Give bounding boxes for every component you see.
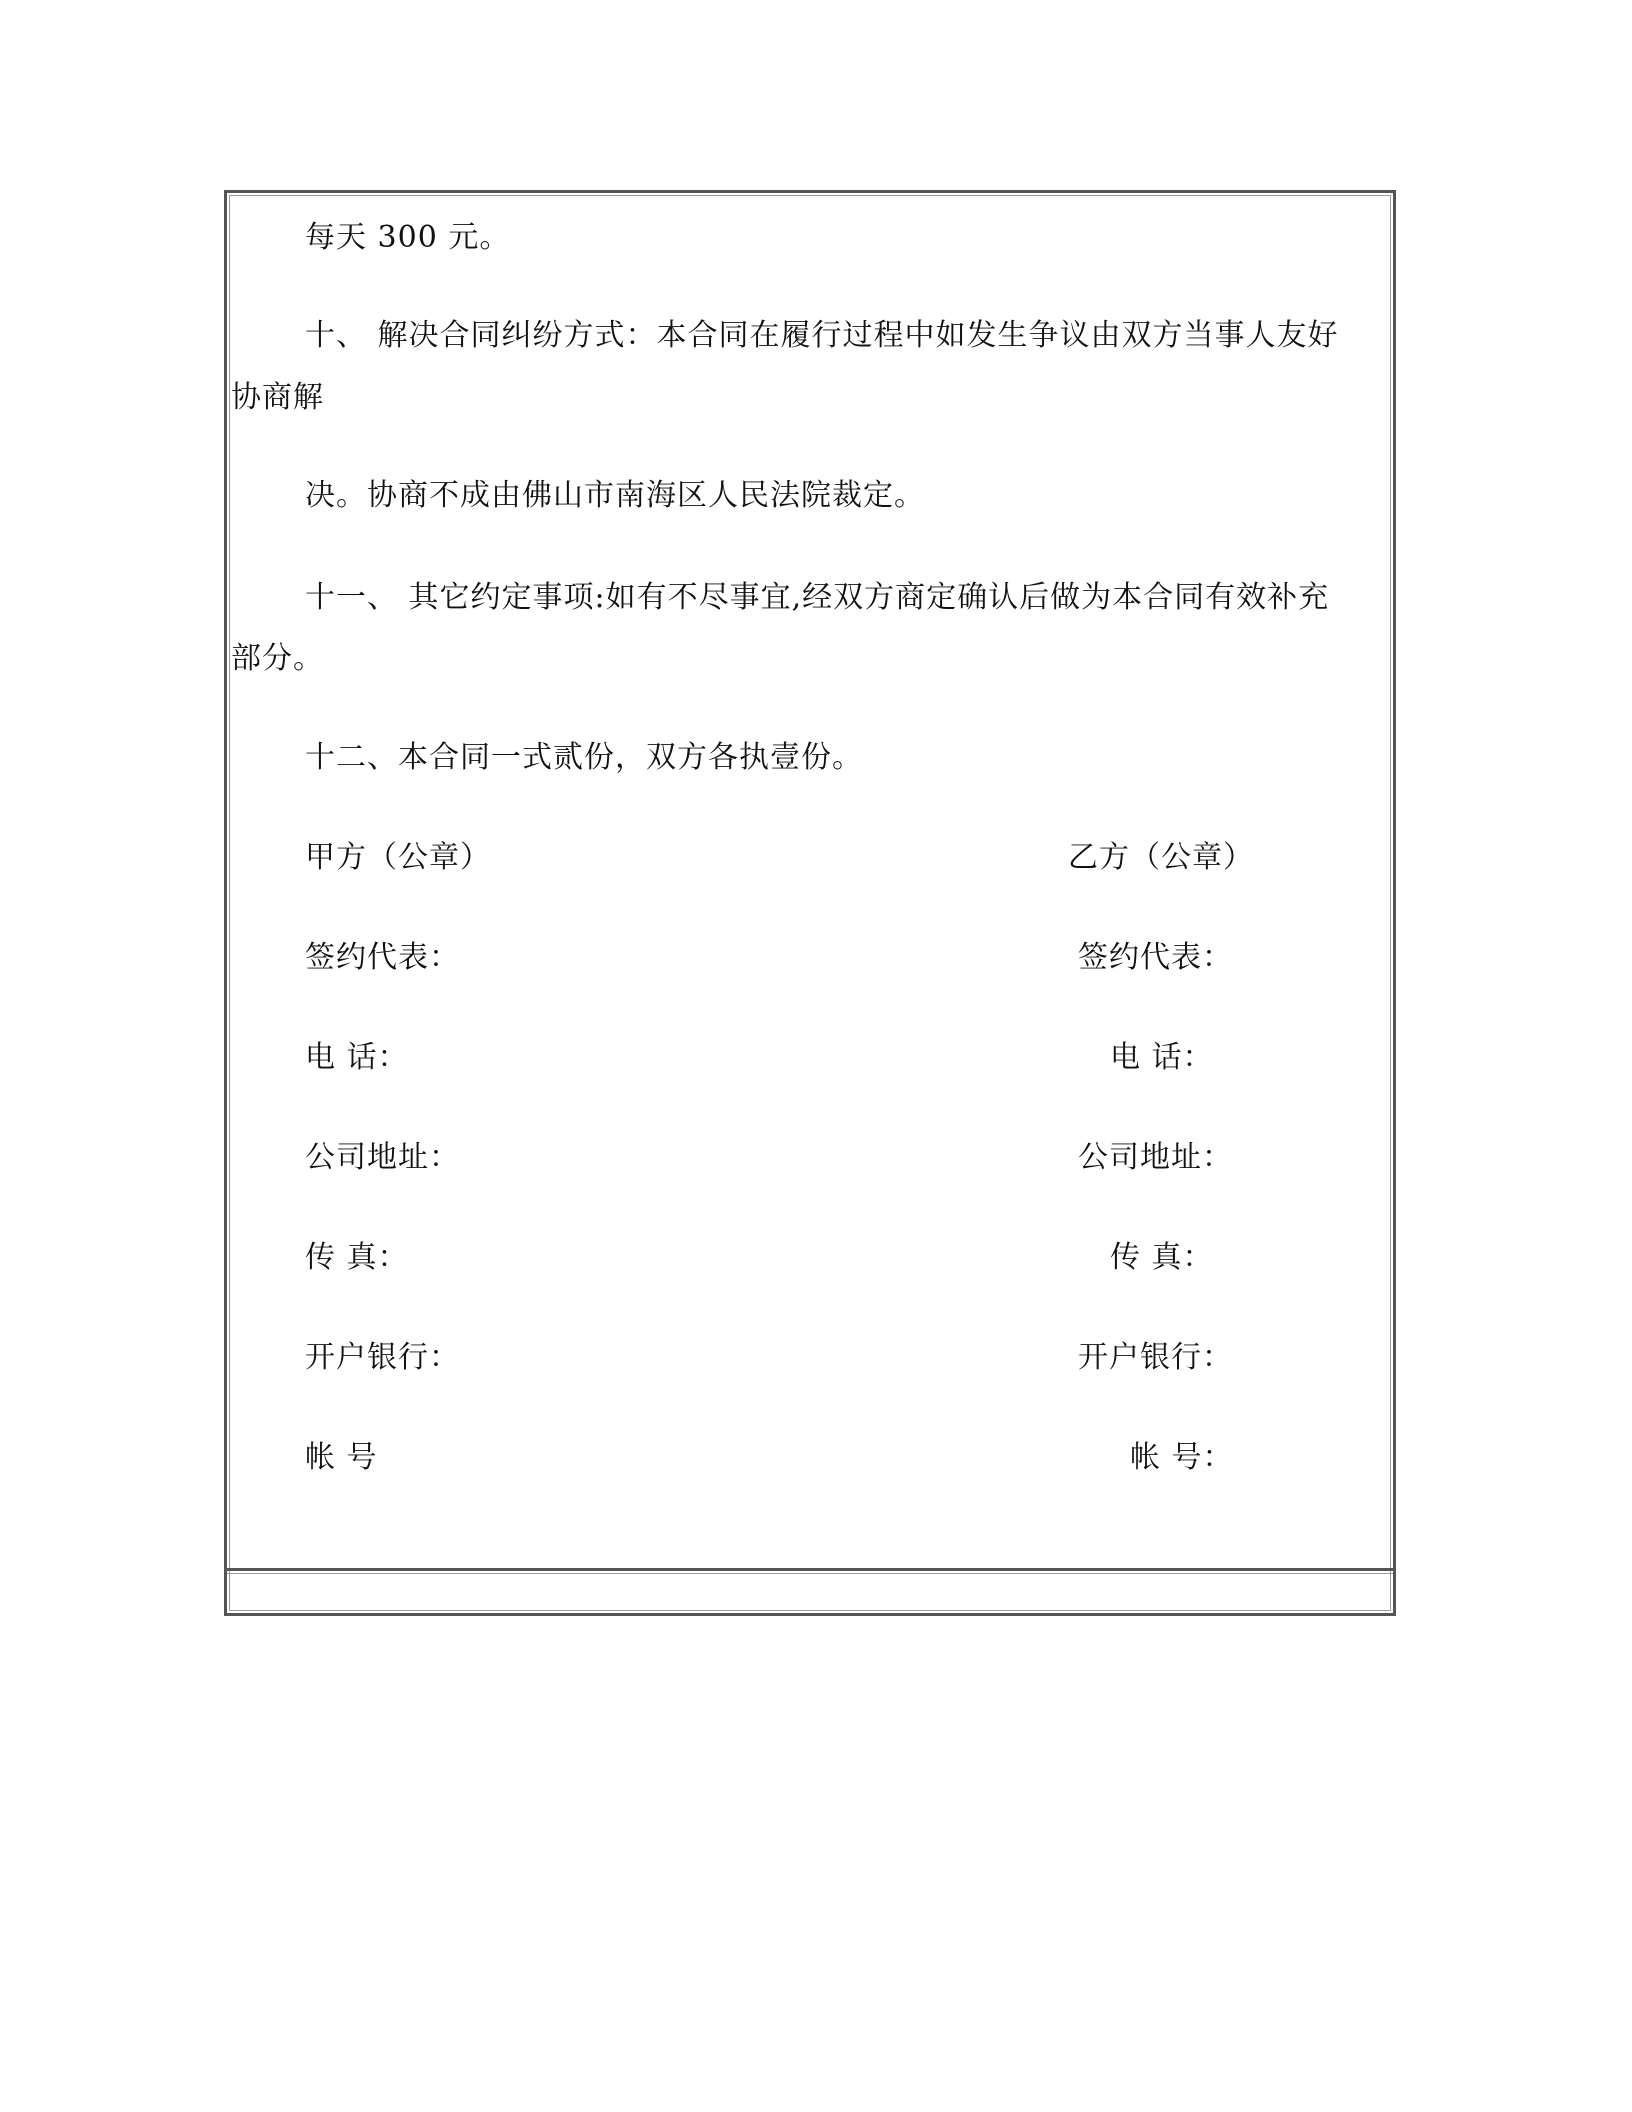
clause-11-line-1: 十一、 其它约定事项:如有不尽事宜,经双方商定确认后做为本合同有效补充 [305,580,1330,615]
party-a-address: 公司地址： [305,1140,460,1175]
party-a-seal: 甲方（公章） [305,840,491,875]
party-b-phone: 电 话： [1110,1040,1214,1075]
party-a-fax: 传 真： [305,1240,409,1275]
party-b-fax: 传 真： [1110,1240,1214,1275]
party-b-address: 公司地址： [1078,1140,1233,1175]
clause-10-line-1: 十、 解决合同纠纷方式：本合同在履行过程中如发生争议由双方当事人友好 [305,318,1339,353]
party-a-phone: 电 话： [305,1040,409,1075]
party-a-bank: 开户银行： [305,1340,460,1375]
contract-table [224,190,1396,1616]
party-b-bank: 开户银行： [1078,1340,1233,1375]
party-a-rep: 签约代表： [305,940,460,975]
clause-11-line-2: 部分。 [231,641,324,676]
clause-12: 十二、本合同一式贰份，双方各执壹份。 [305,740,863,775]
party-b-seal: 乙方（公章） [1068,840,1254,875]
party-a-account: 帐 号 [305,1440,378,1475]
party-b-rep: 签约代表： [1078,940,1233,975]
clause-10-line-2: 协商解 [231,380,324,415]
clause-10-line-3: 决。协商不成由佛山市南海区人民法院裁定。 [305,478,925,513]
party-b-account: 帐 号： [1130,1440,1234,1475]
table-bottom-row [227,1568,1393,1613]
clause-9-tail: 每天 300 元。 [305,220,511,255]
